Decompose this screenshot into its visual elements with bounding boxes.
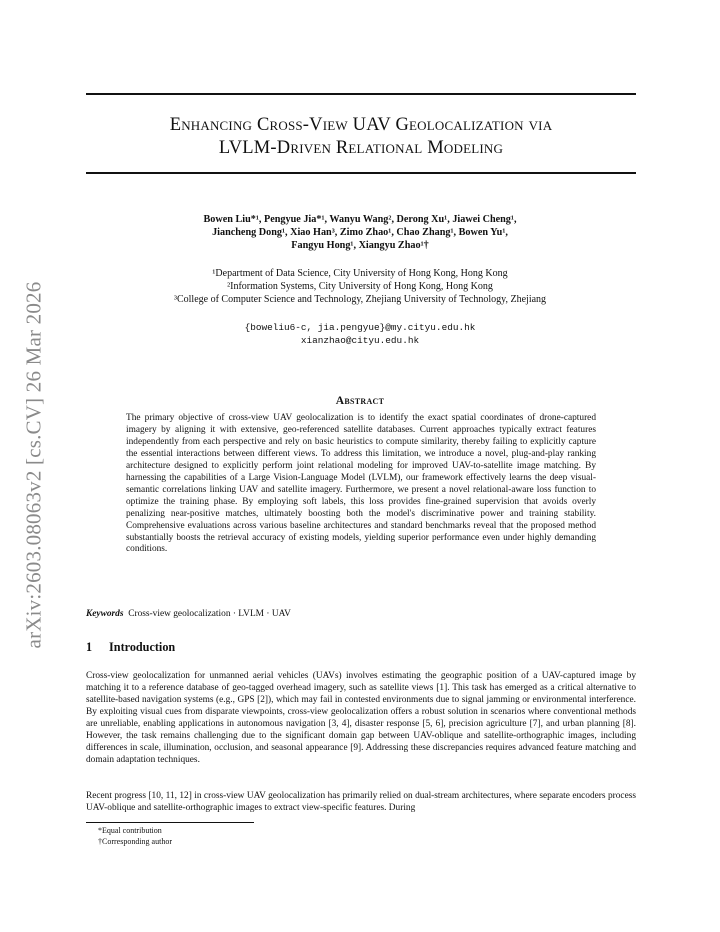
keywords-label: Keywords — [86, 609, 124, 619]
footnote-1: *Equal contribution — [98, 826, 162, 835]
affiliation-1: ¹Department of Data Science, City University of Hong Kong, Hong Kong — [212, 268, 508, 279]
footnotes — [98, 825, 398, 848]
author-line-2: Jiancheng Dong¹, Xiao Han³, Zimo Zhao¹, Chao Zhang¹, Bowen Yu¹, — [212, 227, 508, 239]
email-line-2[interactable]: xianzhao@cityu.edu.hk — [300, 334, 420, 346]
section-number: 1 — [86, 640, 93, 654]
author-list — [110, 213, 610, 253]
keywords — [86, 609, 636, 619]
paper-title — [86, 114, 636, 160]
section-title: Introduction — [109, 640, 176, 654]
title-line-1: Enhancing Cross-View UAV Geolocalization via — [169, 115, 553, 135]
keywords-text: Cross-view geolocalization · LVLM · UAV — [128, 609, 291, 619]
affiliations — [100, 268, 620, 306]
intro-paragraph-2: Recent progress [10, 11, 12] in cross-view UAV geolocalization has primarily relied on dual-stream architectures, where separate encoders process UAV-oblique and satellite-orthographic images to extract view-specific features. During — [86, 791, 636, 813]
section-heading — [86, 640, 636, 655]
footnote-rule — [86, 822, 254, 823]
title-rule-bottom — [86, 172, 636, 174]
abstract-heading: Abstract — [335, 395, 385, 407]
email-line-1[interactable]: {boweliu6-c, jia.pengyue}@my.cityu.edu.hk — [244, 322, 476, 333]
abstract-text: The primary objective of cross-view UAV geolocalization is to identify the exact spatial coordinates of drone-captured imagery by aligning it with extensive, geo-referenced satellite databases. Current approaches typically extract features independently from each perspective and rely on basic heuristics to compute similarity, thereby failing to explicitly capture the essential interactions between different views. To address this limitation, we introduce a novel, plug-and-play ranking architecture designed to explicitly perform joint relational modeling for improved UAV-to-satellite image matching. By harnessing the capabilities of a Large Vision-Language Model (LVLM), our framework effectively learns the deep visual-semantic correlations linking UAV and satellite imagery. Furthermore, we present a novel relational-aware loss function to optimize the training phase. By employing soft labels, this loss provides fine-grained supervision that avoids overly penalizing near-positive matches, ultimately boosting both the model's discriminative power and training stability. Comprehensive evaluations across various baseline architectures and standard benchmarks reveal that the proposed method substantially boosts the retrieval accuracy of existing models, yielding superior performance even under highly demanding conditions. — [126, 413, 596, 555]
emails — [100, 322, 620, 347]
footnote-2: †Corresponding author — [98, 837, 172, 847]
affiliation-3: ³College of Computer Science and Technology, Zhejiang University of Technology, Zhejiang — [173, 293, 547, 305]
title-line-2: LVLM-Driven Relational Modeling — [218, 138, 504, 158]
arxiv-stamp: arXiv:2603.08063v2 [cs.CV] 26 Mar 2026 — [21, 281, 46, 649]
author-line-1: Bowen Liu*¹, Pengyue Jia*¹, Wanyu Wang², Derong Xu¹, Jiawei Cheng¹, — [203, 214, 517, 225]
intro-paragraph-1: Cross-view geolocalization for unmanned aerial vehicles (UAVs) involves estimating the geographic position of a UAV-captured image by matching it to a reference database of geo-tagged overhead imagery, such as satellite views [1]. This task has emerged as a critical alternative to satellite-based navigation systems (e.g., GPS [2]), which may fail in contested environments due to signal jamming or environmental interference. By exploiting visual cues from disparate viewpoints, cross-view geolocalization offers a robust solution in scenarios where conventional methods are unreliable, enabling applications in autonomous navigation [3, 4], disaster response [5, 6], precision agriculture [7], and urban planning [8]. However, the task remains challenging due to the significant domain gap between UAV-oblique and satellite-orthographic images, including differences in scale, illumination, occlusion, and seasonal appearance [9]. Addressing these discrepancies requires advanced feature matching and domain adaptation techniques. — [86, 671, 636, 765]
author-line-3: Fangyu Hong¹, Xiangyu Zhao¹† — [291, 240, 429, 252]
affiliation-2: ²Information Systems, City University of Hong Kong, Hong Kong — [227, 280, 493, 292]
title-rule-top — [86, 93, 636, 95]
